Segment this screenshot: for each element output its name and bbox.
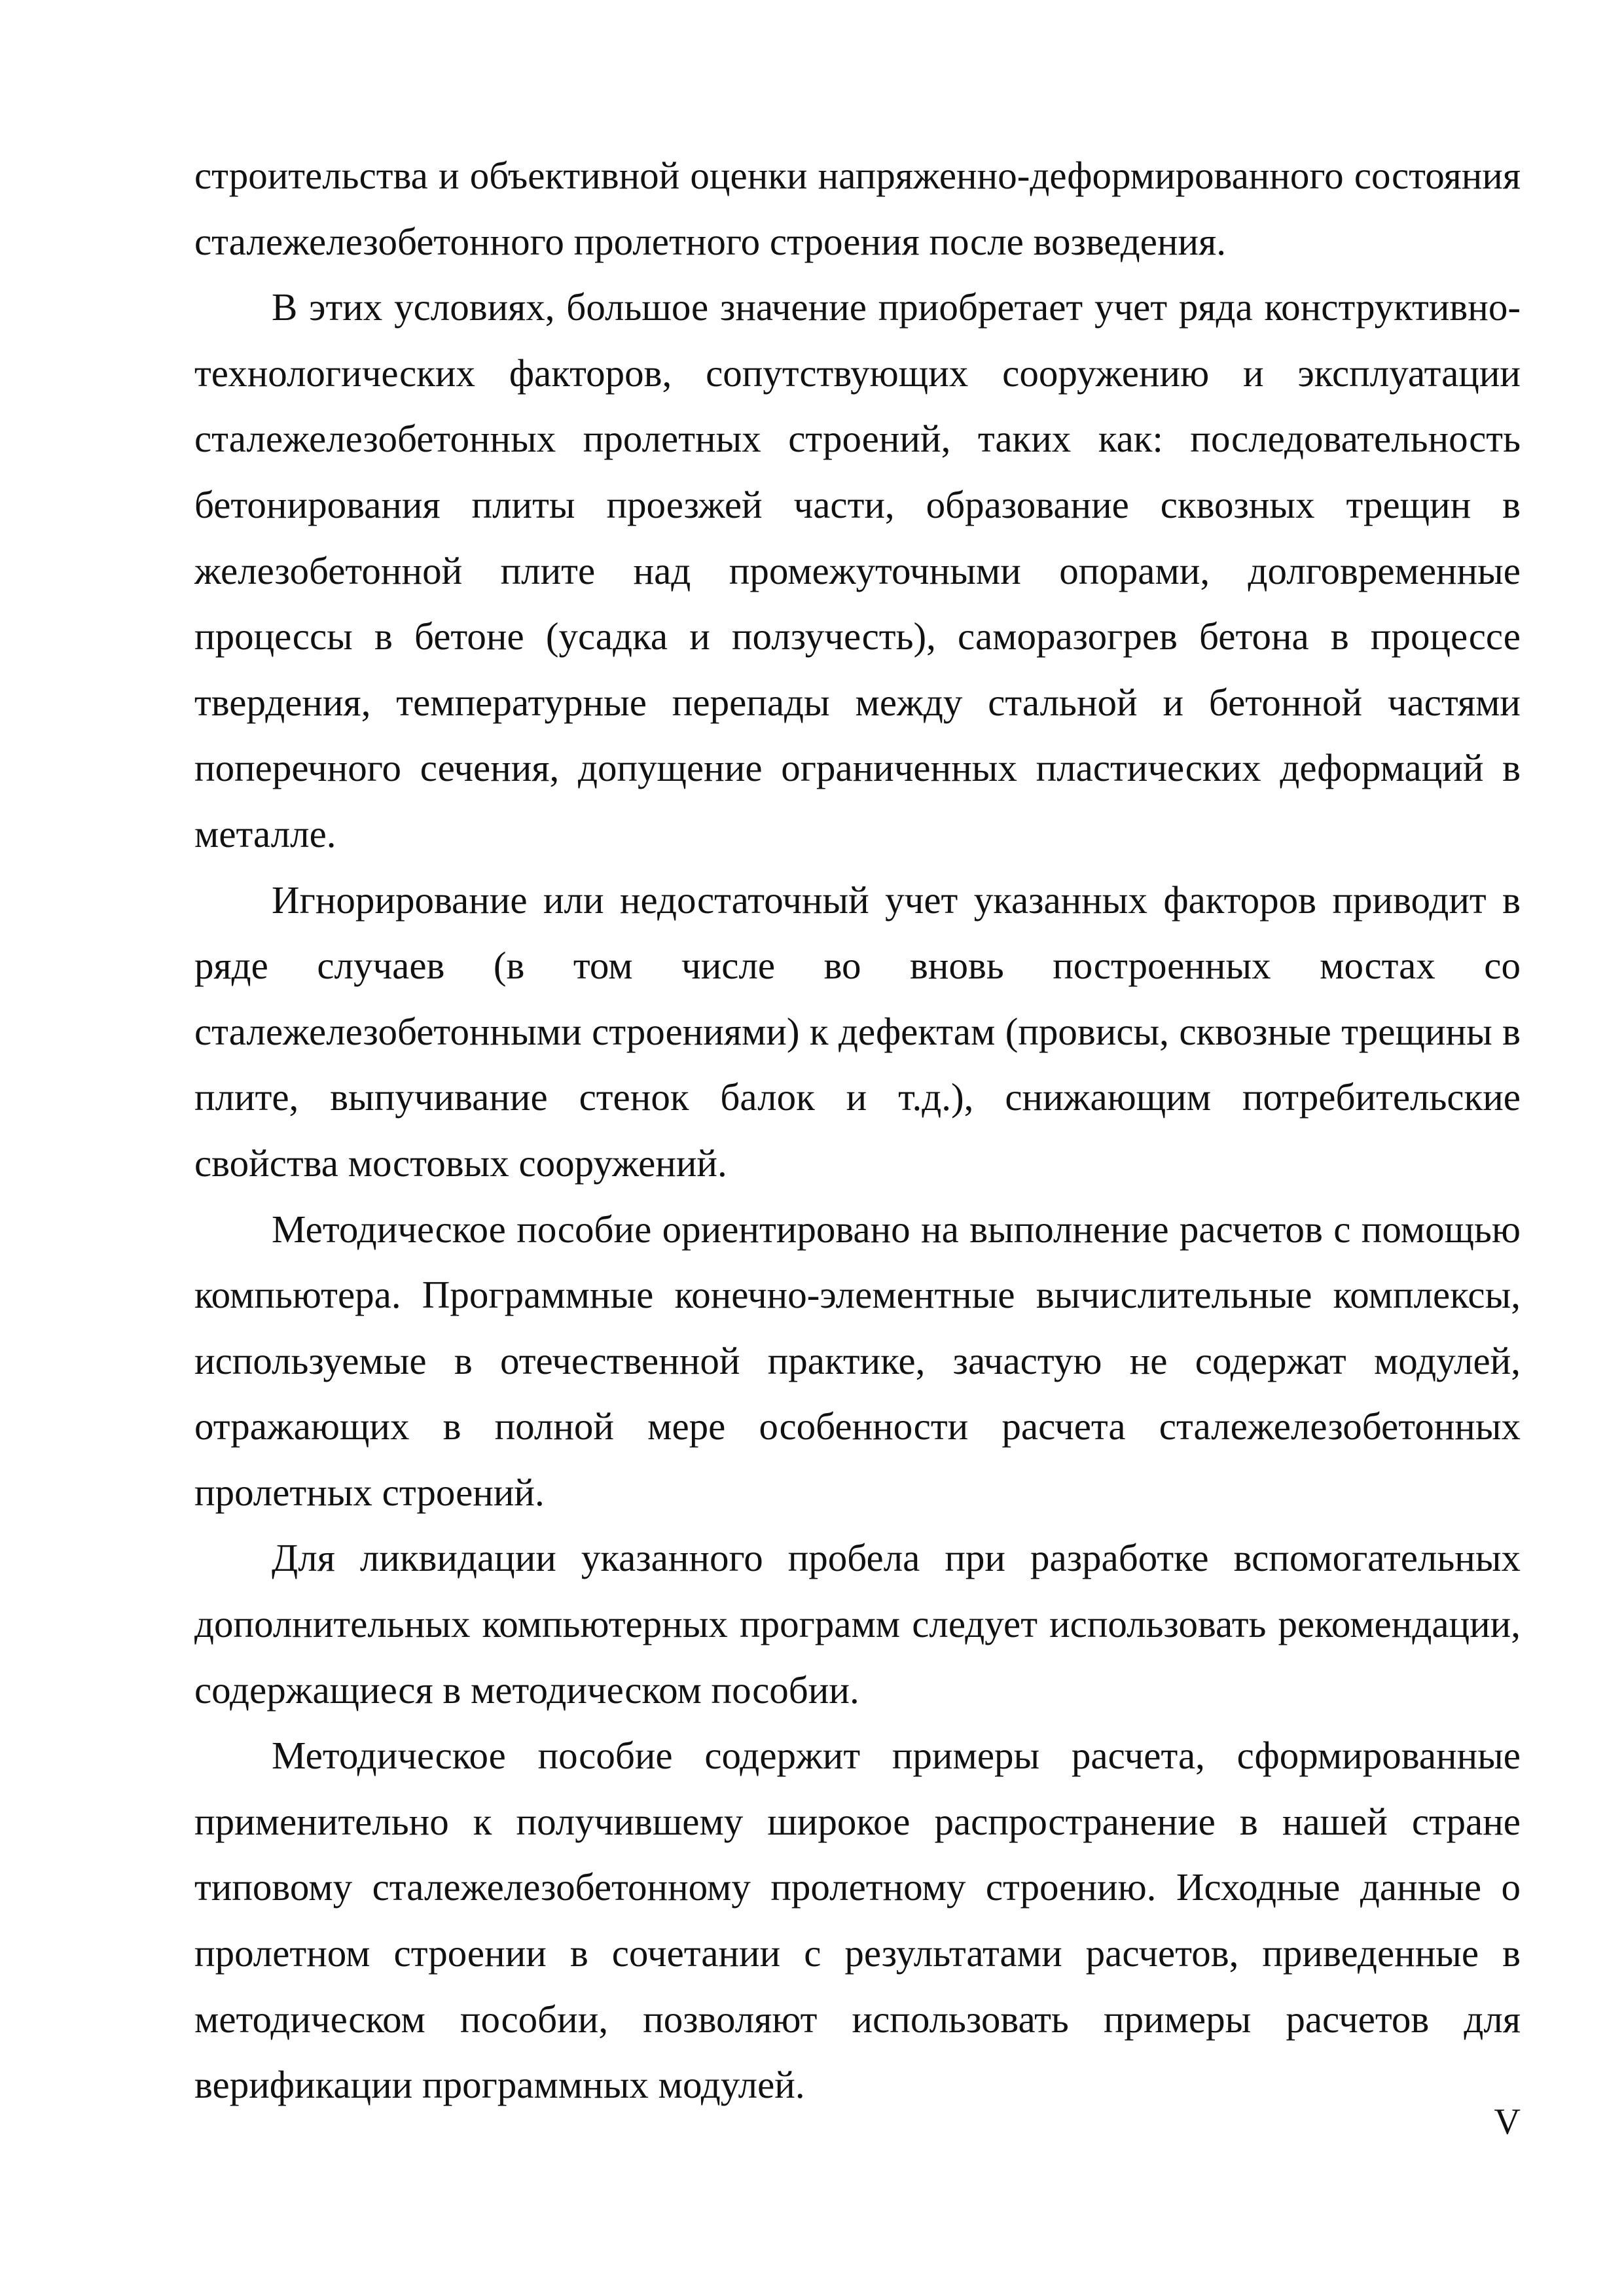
paragraph-examples: Методическое пособие содержит примеры расчета, сформированные применительно к получившему широкое распространение в нашей стране типовому сталежелезобетонному пролетному строению. Исходные данные о пролетном строении в сочетании с результатами расчетов, приведенные в методическом пособии, позволяют использовать примеры расчетов для верификации программных модулей. xyxy=(194,1734,1521,2107)
paragraph-recommendations: Для ликвидации указанного пробела при разработке вспомогательных дополнительных компьютерных программ следует использовать рекомендации, содержащиеся в методическом пособии. xyxy=(194,1536,1521,1712)
paragraph-computer-methods: Методическое пособие ориентировано на выполнение расчетов с помощью компьютера. Программные конечно-элементные вычислительные комплексы, используемые в отечественной практике, зачастую не содержат модулей, отражающих в полной мере особенности расчета сталежелезобетонных пролетных строений. xyxy=(194,1207,1521,1514)
body-text xyxy=(194,143,1521,2118)
paragraph-factors: В этих условиях, большое значение приобретает учет ряда конструктивно-технологических факторов, сопутствующих сооружению и эксплуатации сталежелезобетонных пролетных строений, таких как: последовательность бетонирования плиты проезжей части, образование сквозных трещин в железобетонной плите над промежуточными опорами, долговременные процессы в бетоне (усадка и ползучесть), саморазогрев бетона в процессе твердения, температурные перепады между стальной и бетонной частями поперечного сечения, допущение ограниченных пластических деформаций в металле. xyxy=(194,285,1521,855)
page-number: V xyxy=(1494,2102,1521,2142)
paragraph-continuation: строительства и объективной оценки напряженно-деформированного состояния сталежелезобетонного пролетного строения после возведения. xyxy=(194,154,1521,263)
paragraph-defects: Игнорирование или недостаточный учет указанных факторов приводит в ряде случаев (в том числе во вновь построенных мостах со сталежелезобетонными строениями) к дефектам (провисы, сквозные трещины в плите, выпучивание стенок балок и т.д.), снижающим потребительские свойства мостовых сооружений. xyxy=(194,878,1521,1185)
